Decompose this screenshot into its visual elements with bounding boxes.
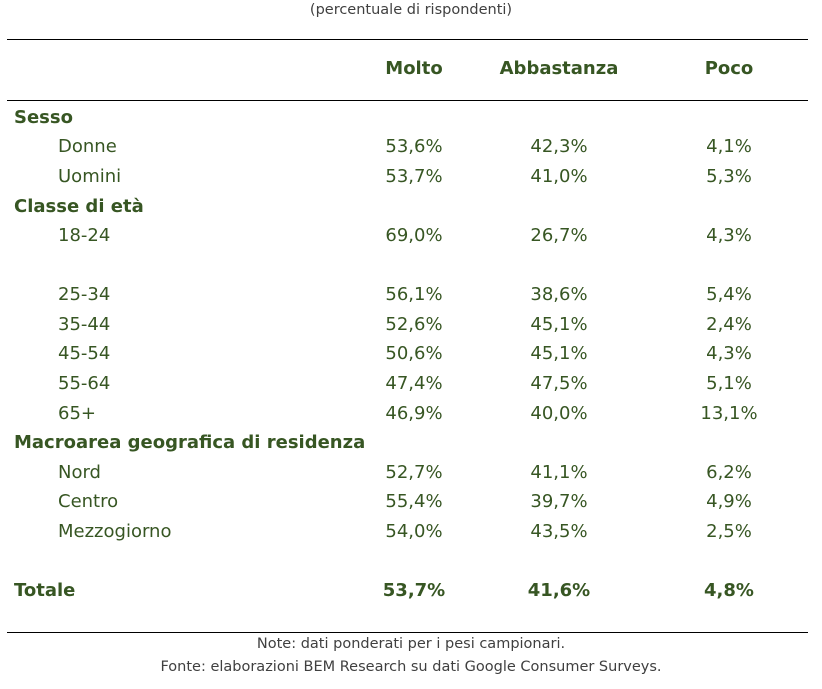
cell-molto: 56,1% (385, 284, 443, 305)
group-label: Macroarea geografica di residenza (14, 432, 366, 453)
cell-poco: 4,3% (706, 343, 752, 364)
cell-poco: 4,9% (706, 491, 752, 512)
table-row (0, 341, 822, 367)
cell-molto: 52,7% (385, 462, 443, 483)
col-header-abbastanza: Abbastanza (499, 58, 619, 79)
cell-molto: 55,4% (385, 491, 443, 512)
cell-poco: 2,4% (706, 314, 752, 335)
group-label: Sesso (14, 107, 73, 128)
table-row (0, 223, 822, 249)
table-row (0, 312, 822, 338)
cell-abbastanza: 39,7% (530, 491, 588, 512)
group-label: Classe di età (14, 196, 144, 217)
row-label: 35-44 (58, 314, 111, 335)
top-rule (7, 39, 808, 40)
row-label: Donne (58, 136, 117, 157)
cell-poco: 6,2% (706, 462, 752, 483)
col-header-poco: Poco (704, 58, 754, 79)
cell-molto: 53,6% (385, 136, 443, 157)
cell-abbastanza: 41,1% (530, 462, 588, 483)
table-row (0, 519, 822, 545)
footnote-source: Fonte: elaborazioni BEM Research su dati Google Consumer Surveys. (160, 659, 662, 675)
col-header-molto: Molto (385, 58, 443, 79)
table-row (0, 371, 822, 397)
row-label: 55-64 (58, 373, 111, 394)
row-label: Uomini (58, 166, 122, 187)
row-label: 18-24 (58, 225, 111, 246)
cell-poco: 4,8% (704, 580, 754, 601)
table-row (0, 401, 822, 427)
header-rule (7, 100, 808, 101)
group-row-eta (0, 194, 822, 220)
cell-abbastanza: 41,0% (530, 166, 588, 187)
cell-poco: 2,5% (706, 521, 752, 542)
cell-poco: 4,3% (706, 225, 752, 246)
cell-abbastanza: 47,5% (530, 373, 588, 394)
cell-molto: 52,6% (385, 314, 443, 335)
table-row (0, 489, 822, 515)
cell-poco: 13,1% (700, 403, 758, 424)
table-row (0, 460, 822, 486)
cell-molto: 69,0% (385, 225, 443, 246)
row-label: 25-34 (58, 284, 111, 305)
cell-poco: 5,1% (706, 373, 752, 394)
cell-abbastanza: 42,3% (530, 136, 588, 157)
cell-molto: 46,9% (385, 403, 443, 424)
bottom-rule (7, 632, 808, 633)
cell-abbastanza: 38,6% (530, 284, 588, 305)
cell-abbastanza: 40,0% (530, 403, 588, 424)
table-row (0, 164, 822, 190)
cell-abbastanza: 41,6% (527, 580, 591, 601)
cell-molto: 54,0% (385, 521, 443, 542)
row-label: Centro (58, 491, 119, 512)
table-caption: (percentuale di rispondenti) (309, 2, 513, 18)
total-row (0, 578, 822, 604)
row-label: Mezzogiorno (58, 521, 172, 542)
group-row-macroarea (0, 430, 822, 456)
row-label: Nord (58, 462, 101, 483)
group-row-sesso (0, 105, 822, 131)
table-row (0, 134, 822, 160)
cell-poco: 5,3% (706, 166, 752, 187)
cell-molto: 53,7% (385, 166, 443, 187)
cell-poco: 5,4% (706, 284, 752, 305)
row-label: 65+ (58, 403, 96, 424)
table-row (0, 282, 822, 308)
cell-molto: 53,7% (382, 580, 446, 601)
cell-abbastanza: 45,1% (530, 343, 588, 364)
cell-poco: 4,1% (706, 136, 752, 157)
cell-molto: 47,4% (385, 373, 443, 394)
row-label: Totale (14, 580, 76, 601)
cell-abbastanza: 45,1% (530, 314, 588, 335)
row-label: 45-54 (58, 343, 111, 364)
cell-molto: 50,6% (385, 343, 443, 364)
footnote-note: Note: dati ponderati per i pesi campionari. (256, 636, 566, 652)
cell-abbastanza: 26,7% (530, 225, 588, 246)
cell-abbastanza: 43,5% (530, 521, 588, 542)
